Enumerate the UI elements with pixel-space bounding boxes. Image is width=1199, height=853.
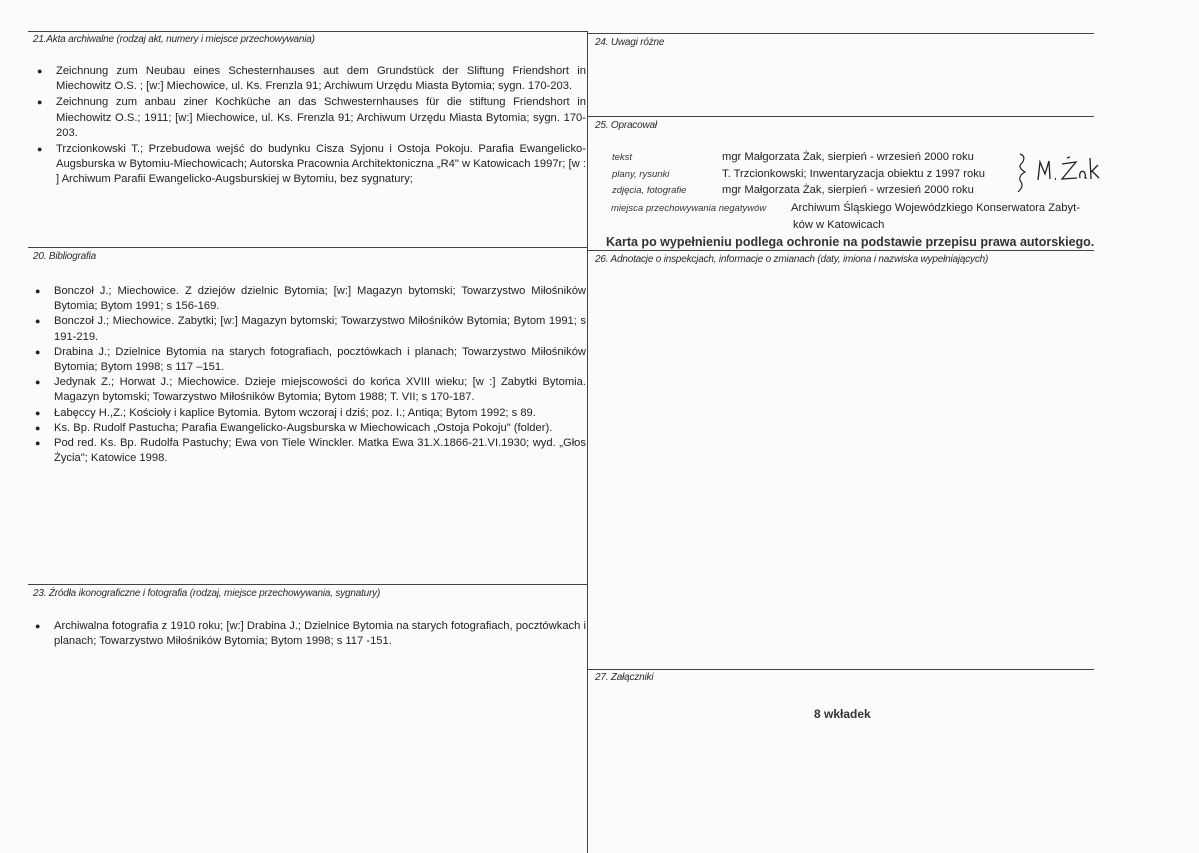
signature-stroke-z [1062,162,1077,179]
label-text: tekst [612,152,633,163]
signature-stroke-ak [1080,158,1099,179]
divider-23 [28,584,588,585]
label-plans: plany, rysunki [612,169,670,180]
value-text: mgr Małgorzata Żak, sierpień - wrzesień 2000 roku [722,151,974,163]
section-21-title: 21.Akta archiwalne (rodzaj akt, numery i miejsce przechowywania) [33,34,315,45]
signature-stroke-z-dot [1067,157,1070,158]
section-25-title: 25. Opracował [595,120,657,131]
bullet-icon: ● [37,66,43,76]
handwritten-signature [1012,152,1102,194]
divider-27 [588,669,1094,670]
bullet-icon: ● [35,621,41,631]
label-negatives: miejsca przechowywania negatywów [611,203,767,214]
bullet-icon: ● [35,377,41,388]
top-rule-left [28,31,588,32]
list-item: ● Bonczoł J.; Miechowice. Zabytki; [w:] Magazyn bytomski; Towarzystwo Miłośników Bytomia; Bytom 1991; s 191-219. [35,315,586,343]
value-negatives-1: Archiwum Śląskiego Wojewódzkiego Konserwatora Zabyt- [791,202,1080,214]
bullet-icon: ● [35,407,41,418]
list-item: ● Bonczoł J.; Miechowice. Z dziejów dzielnic Bytomia; [w:] Magazyn bytomski; Towarzystwo Miłośników Bytomia; Bytom 1991; s 156-169. [35,285,586,313]
list-item: ● Łabęccy H.,Z.; Kościoły i kaplice Bytomia. Bytom wczoraj i dziś; poz. I.; Antiqa; Bytom 1992; s 89. [30,406,586,421]
bullet-icon: ● [35,346,41,357]
divider-20 [28,247,588,248]
copyright-notice: Karta po wypełnieniu podlega ochronie na podstawie przepisu prawa autorskiego. [606,235,1095,249]
section-23-list [30,619,586,649]
bullet-icon: ● [35,422,41,433]
list-item: ● Jedynak Z.; Horwat J.; Miechowice. Dzieje miejscowości do końca XVIII wieku; [w :] Zabytki Bytomia. Magazyn bytomski; Towarzystwo Miłośników Bytomia; Bytom 1988; T. VII; s 170-187. [35,376,586,404]
list-item: ● Pod red. Ks. Bp. Rudolfa Pastuchy; Ewa von Tiele Winckler. Matka Ewa 31.X.1866-21.VI.1930; wyd. „Głos Życia"; Katowice 1998. [35,437,586,465]
section-27-title: 27. Załączniki [595,672,654,683]
list-item: ● Archiwalna fotografia z 1910 roku; [w:] Drabina J.; Dzielnice Bytomia na starych fotografiach, pocztówkach i planach; Towarzystwo Miłośników Bytomia; Bytom 1998; s 117 -151. [35,620,586,648]
section-24-title: 24. Uwagi różne [595,37,665,48]
top-rule-right [588,33,1094,34]
bullet-icon: ● [37,144,43,155]
bullet-icon: ● [37,97,43,108]
section-26-title: 26. Adnotacje o inspekcjach, informacje o zmianach (daty, imiona i nazwiska wypełniających) [595,254,989,265]
section-23-title: 23. Źródła ikonograficzne i fotografia (rodzaj, miejsce przechowywania, sygnatury) [33,588,381,599]
column-divider [587,31,588,853]
value-negatives-2: ków w Katowicach [793,219,885,231]
list-item: ● Ks. Bp. Rudolf Pastucha; Parafia Ewangelicko-Augsburska w Miechowicach „Ostoja Pokoju" (folder). [30,421,586,436]
signature-stroke-m [1038,161,1050,180]
signature-brace [1018,154,1025,192]
list-item: ● Zeichnung zum anbau ziner Kochküche an das Schwesternhauses für die stiftung Friendshort in Miechowitz O.S.; 1911; [w:] Miechowice, ul. Ks. Frenzla 91; Archiwum Urzędu Miasta Bytomia; sygn. 170-203. [37,96,586,139]
bullet-icon: ● [35,286,41,296]
label-photos: zdjęcia, fotografie [612,185,687,196]
list-item: ● Trzcionkowski T.; Przebudowa wejść do budynku Cisza Syjonu i Ostoja Pokoju. Parafia Ewangelicko-Augsburska w Bytomiu-Miechowicach; Autorska Pracownia Architektoniczna „R4" w Katowicach 1997r; [w : ] Archiwum Parafii Ewangelicko-Augsburskiej w Bytomiu, bez sygnatury; [37,143,586,186]
section-21-list [32,64,586,188]
section-20-title: 20. Bibliografia [33,251,96,262]
value-photos: mgr Małgorzata Żak, sierpień - wrzesień 2000 roku [722,184,974,196]
divider-26 [588,250,1094,251]
bullet-icon: ● [35,438,41,449]
value-plans: T. Trzcionkowski; Inwentaryzacja obiektu z 1997 roku [722,168,986,180]
attachments-count: 8 wkładek [814,707,871,721]
section-20-list [30,284,586,466]
list-item: ● Drabina J.; Dzielnice Bytomia na starych fotografiach, pocztówkach i planach; Towarzystwo Miłośników Bytomia; Bytom 1998; s 117 –151. [35,345,586,374]
divider-25 [588,116,1094,117]
bullet-icon: ● [35,316,41,327]
list-item: ● Zeichnung zum Neubau eines Schesternhauses aut dem Grundstück der Sliftung Friendshort in Miechowitz O.S. ; [w:] Miechowice, ul. Ks. Frenzla 91; Archiwum Urzędu Miasta Bytomia; sygn. 170-203. [37,65,586,93]
